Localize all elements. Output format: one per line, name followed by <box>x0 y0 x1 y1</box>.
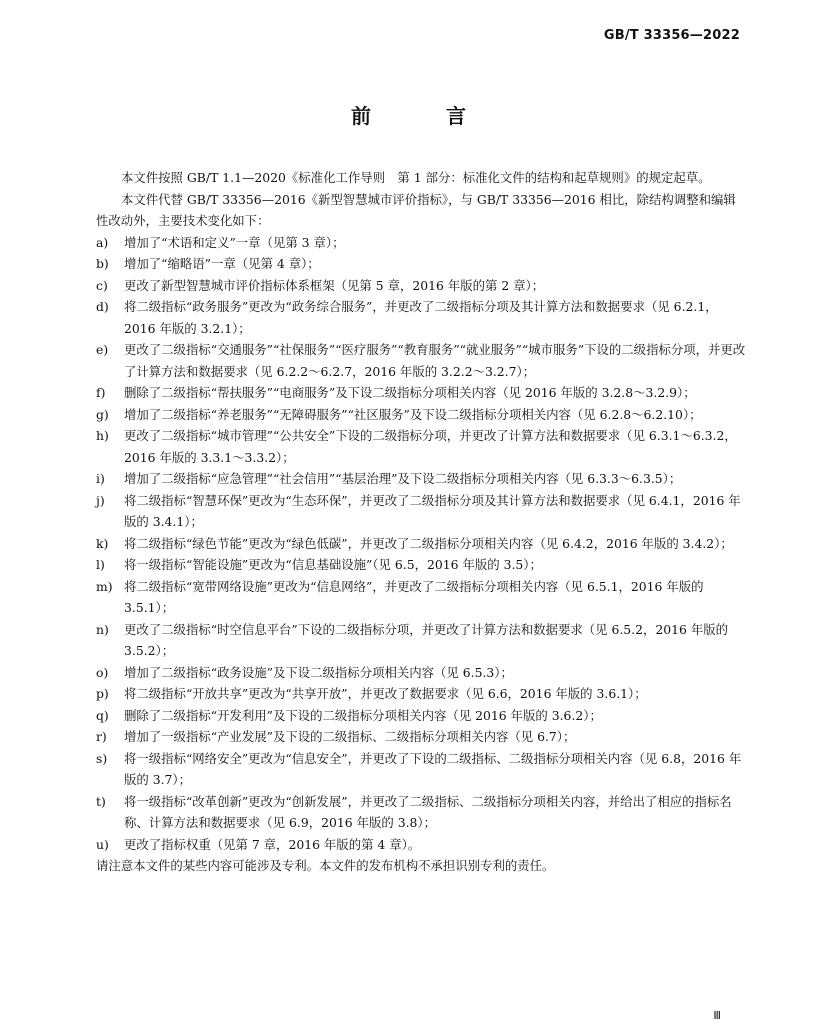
list-marker: q) <box>96 707 109 723</box>
list-item <box>96 791 748 834</box>
list-marker: b) <box>96 256 109 271</box>
list-item <box>96 425 748 468</box>
list-item <box>96 834 748 856</box>
list-item <box>96 662 748 684</box>
list-marker: k) <box>96 535 109 551</box>
intro-paragraph-replacement: 本文件代替 GB/T 33356—2016《新型智慧城市评价指标》，与 GB/T 33356—2016 相比，除结构调整和编辑性改动外，主要技术变化如下： <box>96 191 736 228</box>
list-item-text: 将二级指标“智慧环保”更改为“生态环保”，并更改了二级指标分项及其计算方法和数据要求（见 6.4.1，2016 年版的 3.4.1）； <box>124 492 741 529</box>
list-marker: l) <box>96 557 105 572</box>
list-marker: c) <box>96 277 108 293</box>
list-item <box>96 683 748 705</box>
page-number: Ⅲ <box>713 1009 721 1022</box>
list-item-text: 将二级指标“绿色节能”更改为“绿色低碳”，并更改了二级指标分项相关内容（见 6.4.2，2016 年版的 3.4.2）； <box>124 535 733 551</box>
list-item <box>96 554 748 576</box>
list-item <box>96 275 748 297</box>
list-item-text: 将一级指标“改革创新”更改为“创新发展”，并更改了二级指标、二级指标分项相关内容，并给出了相应的指标名称、计算方法和数据要求（见 6.9，2016 年版的 3.8）； <box>124 793 732 830</box>
list-item-text: 增加了一级指标“产业发展”及下设的二级指标、二级指标分项相关内容（见 6.7）； <box>124 729 576 744</box>
list-item-text: 增加了二级指标“应急管理”“社会信用”“基层治理”及下设二级指标分项相关内容（见 6.3.3～6.3.5）； <box>124 471 682 486</box>
list-item-text: 将一级指标“智能设施”更改为“信息基础设施”（见 6.5，2016 年版的 3.5）； <box>124 557 542 572</box>
list-marker: m) <box>96 578 113 594</box>
list-item <box>96 533 748 555</box>
list-marker: i) <box>96 471 105 486</box>
list-item <box>96 726 748 748</box>
list-marker: j) <box>96 492 105 508</box>
list-item <box>96 619 748 662</box>
list-item-text: 删除了二级指标“帮扶服务”“电商服务”及下设二级指标分项相关内容（见 2016 年版的 3.2.8～3.2.9）； <box>124 385 696 400</box>
standard-code: GB/T 33356—2022 <box>603 28 740 43</box>
list-item <box>96 468 748 490</box>
document-body <box>96 167 748 877</box>
list-item-text: 更改了二级指标“时空信息平台”下设的二级指标分项，并更改了计算方法和数据要求（见 6.5.2，2016 年版的 3.5.2）； <box>124 621 729 658</box>
list-marker: f) <box>96 385 106 400</box>
list-marker: p) <box>96 686 109 701</box>
list-marker: r) <box>96 729 107 744</box>
list-marker: h) <box>96 428 109 443</box>
patent-notice: 请注意本文件的某些内容可能涉及专利。本文件的发布机构不承担识别专利的责任。 <box>96 858 555 873</box>
list-marker: g) <box>96 406 109 422</box>
list-marker: e) <box>96 342 109 357</box>
list-marker: u) <box>96 836 109 852</box>
list-marker: a) <box>96 234 109 250</box>
list-item-text: 将二级指标“政务服务”更改为“政务综合服务”，并更改了二级指标分项及其计算方法和数据要求（见 6.2.1，2016 年版的 3.2.1）； <box>124 299 718 336</box>
list-item-text: 增加了二级指标“养老服务”“无障碍服务”“社区服务”及下设二级指标分项相关内容（见 6.2.8～6.2.10）； <box>124 406 702 422</box>
list-item-text: 删除了二级指标“开发利用”及下设的二级指标分项相关内容（见 2016 年版的 3.6.2）； <box>124 707 602 723</box>
list-marker: d) <box>96 299 109 314</box>
list-item <box>96 490 748 533</box>
list-item-text: 将二级指标“宽带网络设施”更改为“信息网络”，并更改了二级指标分项相关内容（见 6.5.1，2016 年版的 3.5.1）； <box>124 578 704 615</box>
list-item-text: 将一级指标“网络安全”更改为“信息安全”，并更改了下设的二级指标、二级指标分项相关内容（见 6.8，2016 年版的 3.7）； <box>124 750 742 787</box>
list-item-text: 更改了二级指标“城市管理”“公共安全”下设的二级指标分项，并更改了计算方法和数据要求（见 6.3.1～6.3.2，2016 年版的 3.3.1～3.3.2）； <box>124 428 737 465</box>
list-item <box>96 705 748 727</box>
list-item <box>96 296 748 339</box>
intro-paragraph-scope: 本文件按照 GB/T 1.1—2020《标准化工作导则 第 1 部分：标准化文件的结构和起草规则》的规定起草。 <box>121 170 711 185</box>
list-item <box>96 576 748 619</box>
technical-changes-list <box>96 232 748 856</box>
list-marker: n) <box>96 621 109 637</box>
list-marker: t) <box>96 793 106 809</box>
page-title: 前 言 <box>351 104 500 128</box>
list-item-text: 更改了新型智慧城市评价指标体系框架（见第 5 章，2016 年版的第 2 章）； <box>124 277 545 293</box>
list-item-text: 更改了指标权重（见第 7 章，2016 年版的第 4 章）。 <box>124 836 421 852</box>
list-item-text: 将二级指标“开放共享”更改为“共享开放”，并更改了数据要求（见 6.6，2016 年版的 3.6.1）； <box>124 686 647 701</box>
list-item-text: 增加了二级指标“政务设施”及下设二级指标分项相关内容（见 6.5.3）； <box>124 664 513 680</box>
list-item <box>96 382 748 404</box>
list-item-text: 增加了“术语和定义”一章（见第 3 章）； <box>124 234 345 250</box>
list-item-text: 更改了二级指标“交通服务”“社保服务”“医疗服务”“教育服务”“就业服务”“城市服务”下设的二级指标分项，并更改了计算方法和数据要求（见 6.2.2～6.2.7，2016 年版的 3.2.2～3.2.7）； <box>124 342 746 379</box>
list-marker: o) <box>96 664 109 680</box>
list-item-text: 增加了“缩略语”一章（见第 4 章）； <box>124 256 320 271</box>
list-item <box>96 339 748 382</box>
list-item <box>96 748 748 791</box>
list-item <box>96 404 748 426</box>
list-item <box>96 232 748 254</box>
list-item <box>96 253 748 275</box>
list-marker: s) <box>96 750 108 766</box>
